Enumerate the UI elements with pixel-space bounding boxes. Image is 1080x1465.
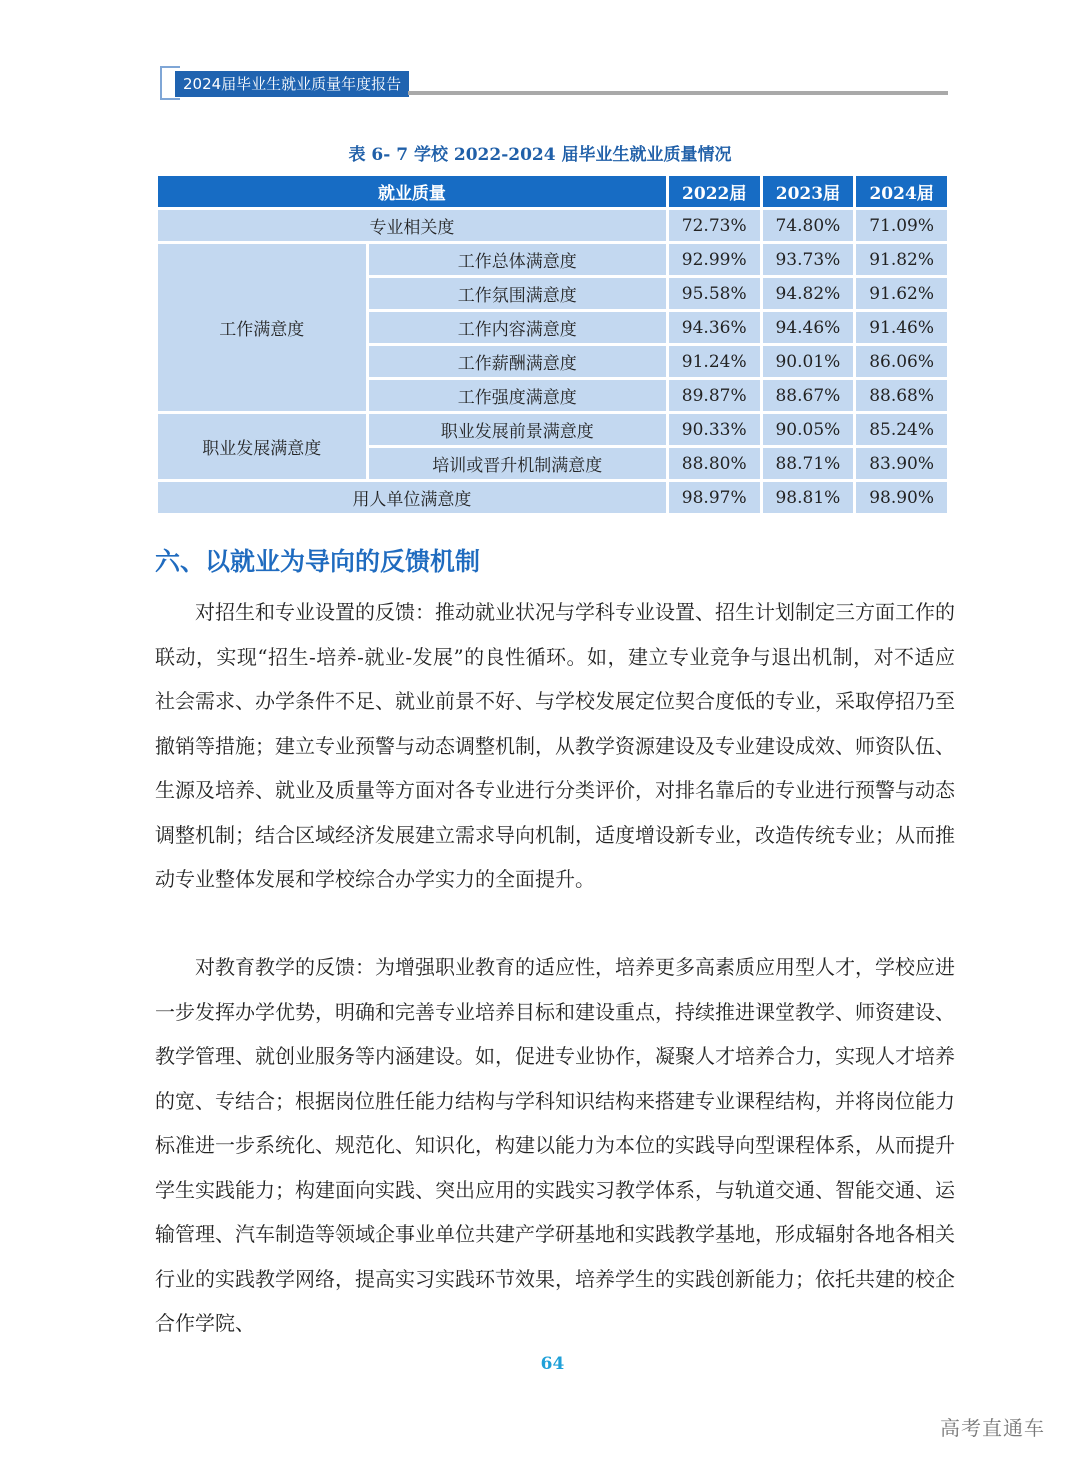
column-header-2024: 2024届 bbox=[856, 176, 947, 207]
cell-2024: 83.90% bbox=[856, 448, 947, 479]
cell-2023: 88.67% bbox=[763, 380, 854, 411]
paragraph-teaching-feedback bbox=[155, 945, 955, 1346]
report-title: 2024届毕业生就业质量年度报告 bbox=[175, 71, 409, 97]
row-label: 专业相关度 bbox=[158, 210, 666, 241]
paragraph-admissions-feedback bbox=[155, 590, 955, 902]
group-label: 工作满意度 bbox=[158, 244, 366, 411]
column-header-2023: 2023届 bbox=[763, 176, 854, 207]
report-header bbox=[158, 64, 948, 98]
cell-2022: 89.87% bbox=[669, 380, 760, 411]
table-header-row bbox=[158, 176, 947, 207]
cell-2024: 71.09% bbox=[856, 210, 947, 241]
cell-2022: 95.58% bbox=[669, 278, 760, 309]
cell-2024: 91.46% bbox=[856, 312, 947, 343]
cell-2024: 98.90% bbox=[856, 482, 947, 513]
cell-2023: 98.81% bbox=[763, 482, 854, 513]
cell-2023: 90.05% bbox=[763, 414, 854, 445]
cell-2022: 90.33% bbox=[669, 414, 760, 445]
section-heading: 六、以就业为导向的反馈机制 bbox=[155, 547, 481, 576]
employment-quality-table bbox=[155, 173, 950, 516]
cell-2024: 91.62% bbox=[856, 278, 947, 309]
page-number: 64 bbox=[540, 1354, 565, 1374]
cell-2024: 86.06% bbox=[856, 346, 947, 377]
watermark: 高考直通车 bbox=[940, 1416, 1045, 1440]
row-label: 工作薪酬满意度 bbox=[369, 346, 666, 377]
paragraph-text: 对教育教学的反馈：为增强职业教育的适应性，培养更多高素质应用型人才，学校应进一步发挥办学优势，明确和完善专业培养目标和建设重点，持续推进课堂教学、师资建设、教学管理、就创业服务等内涵建设。如，促进专业协作，凝聚人才培养合力，实现人才培养的宽、专结合；根据岗位胜任能力结构与学科知识结构来搭建专业课程结构，并将岗位能力标准进一步系统化、规范化、知识化，构建以能力为本位的实践导向型课程体系，从而提升学生实践能力；构建面向实践、突出应用的实践实习教学体系，与轨道交通、智能交通、运输管理、汽车制造等领域企事业单位共建产学研基地和实践教学基地，形成辐射各地各相关行业的实践教学网络，提高实习实践环节效果，培养学生的实践创新能力；依托共建的校企合作学院、 bbox=[155, 955, 955, 1335]
row-label: 培训或晋升机制满意度 bbox=[369, 448, 666, 479]
cell-2024: 91.82% bbox=[856, 244, 947, 275]
cell-2022: 94.36% bbox=[669, 312, 760, 343]
cell-2023: 90.01% bbox=[763, 346, 854, 377]
paragraph-text: 对招生和专业设置的反馈：推动就业状况与学科专业设置、招生计划制定三方面工作的联动，实现“招生-培养-就业-发展”的良性循环。如，建立专业竞争与退出机制，对不适应社会需求、办学条件不足、就业前景不好、与学校发展定位契合度低的专业，采取停招乃至撤销等措施；建立专业预警与动态调整机制，从教学资源建设及专业建设成效、师资队伍、生源及培养、就业及质量等方面对各专业进行分类评价，对排名靠后的专业进行预警与动态调整机制；结合区域经济发展建立需求导向机制，适度增设新专业，改造传统专业；从而推动专业整体发展和学校综合办学实力的全面提升。 bbox=[155, 600, 955, 891]
column-header-2022: 2022届 bbox=[669, 176, 760, 207]
table-row bbox=[158, 244, 947, 275]
row-label: 职业发展前景满意度 bbox=[369, 414, 666, 445]
cell-2022: 88.80% bbox=[669, 448, 760, 479]
row-label: 工作总体满意度 bbox=[369, 244, 666, 275]
header-rule bbox=[408, 91, 948, 95]
cell-2022: 92.99% bbox=[669, 244, 760, 275]
cell-2023: 88.71% bbox=[763, 448, 854, 479]
column-header-quality: 就业质量 bbox=[158, 176, 666, 207]
cell-2023: 94.82% bbox=[763, 278, 854, 309]
row-label: 工作强度满意度 bbox=[369, 380, 666, 411]
group-label: 职业发展满意度 bbox=[158, 414, 366, 479]
cell-2023: 94.46% bbox=[763, 312, 854, 343]
cell-2022: 91.24% bbox=[669, 346, 760, 377]
row-label: 工作内容满意度 bbox=[369, 312, 666, 343]
row-label: 工作氛围满意度 bbox=[369, 278, 666, 309]
cell-2024: 88.68% bbox=[856, 380, 947, 411]
table-row bbox=[158, 414, 947, 445]
table-row bbox=[158, 482, 947, 513]
cell-2024: 85.24% bbox=[856, 414, 947, 445]
cell-2023: 74.80% bbox=[763, 210, 854, 241]
cell-2023: 93.73% bbox=[763, 244, 854, 275]
row-label: 用人单位满意度 bbox=[158, 482, 666, 513]
cell-2022: 72.73% bbox=[669, 210, 760, 241]
table-caption: 表 6- 7 学校 2022-2024 届毕业生就业质量情况 bbox=[348, 145, 732, 165]
table-row bbox=[158, 210, 947, 241]
cell-2022: 98.97% bbox=[669, 482, 760, 513]
